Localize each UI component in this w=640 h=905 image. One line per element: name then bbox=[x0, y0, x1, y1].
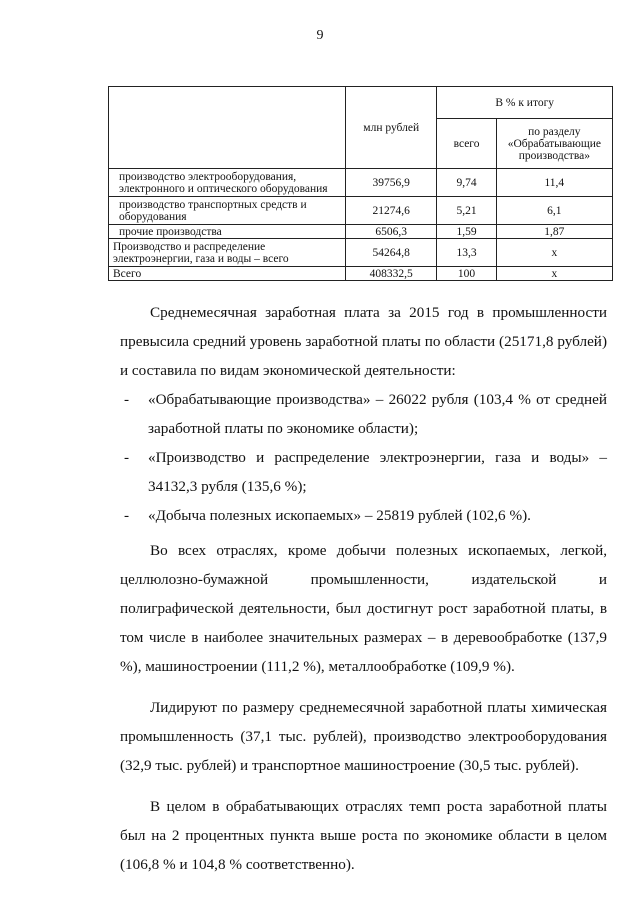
cell-mln: 6506,3 bbox=[346, 225, 437, 239]
header-total: всего bbox=[437, 119, 496, 169]
cell-mln: 408332,5 bbox=[346, 267, 437, 281]
header-by-section: по разделу «Обрабатывающие производства» bbox=[496, 119, 612, 169]
cell-total: 5,21 bbox=[437, 197, 496, 225]
paragraph: Среднемесячная заработная плата за 2015 год в промышленности превысила средний уровень заработной платы по области (25171,8 рублей) и составила по видам экономической деятельности: bbox=[120, 304, 607, 379]
body-text bbox=[120, 298, 607, 879]
header-mln-rubles: млн рублей bbox=[346, 87, 437, 169]
table-row bbox=[109, 225, 613, 239]
cell-mln: 21274,6 bbox=[346, 197, 437, 225]
cell-total: 1,59 bbox=[437, 225, 496, 239]
statistics-table bbox=[108, 86, 613, 281]
table-header-row bbox=[109, 87, 613, 119]
bullet-list bbox=[120, 385, 607, 530]
row-label: Всего bbox=[109, 267, 346, 281]
cell-section: 11,4 bbox=[496, 169, 612, 197]
table-row bbox=[109, 197, 613, 225]
header-percent-of-total: В % к итогу bbox=[437, 87, 613, 119]
cell-total: 100 bbox=[437, 267, 496, 281]
table-row bbox=[109, 267, 613, 281]
list-item: - «Производство и распределение электроэнергии, газа и воды» – 34132,3 рубля (135,6 %); bbox=[120, 443, 607, 501]
cell-mln: 39756,9 bbox=[346, 169, 437, 197]
cell-section: x bbox=[496, 267, 612, 281]
page-number: 9 bbox=[316, 28, 324, 43]
cell-mln: 54264,8 bbox=[346, 239, 437, 267]
row-label: Производство и распределение электроэнергии, газа и воды – всего bbox=[109, 239, 346, 267]
header-empty-cell bbox=[109, 87, 346, 169]
row-label: прочие производства bbox=[109, 225, 346, 239]
paragraph: Лидируют по размеру среднемесячной заработной платы химическая промышленность (37,1 тыс. рублей), производство электрооборудования (32,9 тыс. рублей) и транспортное машиностроение (30,5 тыс. рублей). bbox=[120, 699, 607, 774]
row-label: производство транспортных средств и оборудования bbox=[109, 197, 346, 225]
list-item: - «Добыча полезных ископаемых» – 25819 рублей (102,6 %). bbox=[120, 501, 607, 530]
table-row bbox=[109, 239, 613, 267]
table-row bbox=[109, 169, 613, 197]
cell-section: 6,1 bbox=[496, 197, 612, 225]
paragraph: Во всех отраслях, кроме добычи полезных ископаемых, легкой, целлюлозно-бумажной промышленности, издательской и полиграфической деятельности, был достигнут рост заработной платы, в том числе в наиболее значительных размерах – в деревообработке (137,9 %), машиностроении (111,2 %), металлообработке (109,9 %). bbox=[120, 542, 607, 675]
cell-section: x bbox=[496, 239, 612, 267]
cell-section: 1,87 bbox=[496, 225, 612, 239]
cell-total: 13,3 bbox=[437, 239, 496, 267]
list-item: - «Обрабатывающие производства» – 26022 рубля (103,4 % от средней заработной платы по экономике области); bbox=[120, 385, 607, 443]
row-label: производство электрооборудования, электронного и оптического оборудования bbox=[109, 169, 346, 197]
paragraph: В целом в обрабатывающих отраслях темп роста заработной платы был на 2 процентных пункта выше роста по экономике области в целом (106,8 % и 104,8 % соответственно). bbox=[120, 798, 607, 873]
cell-total: 9,74 bbox=[437, 169, 496, 197]
